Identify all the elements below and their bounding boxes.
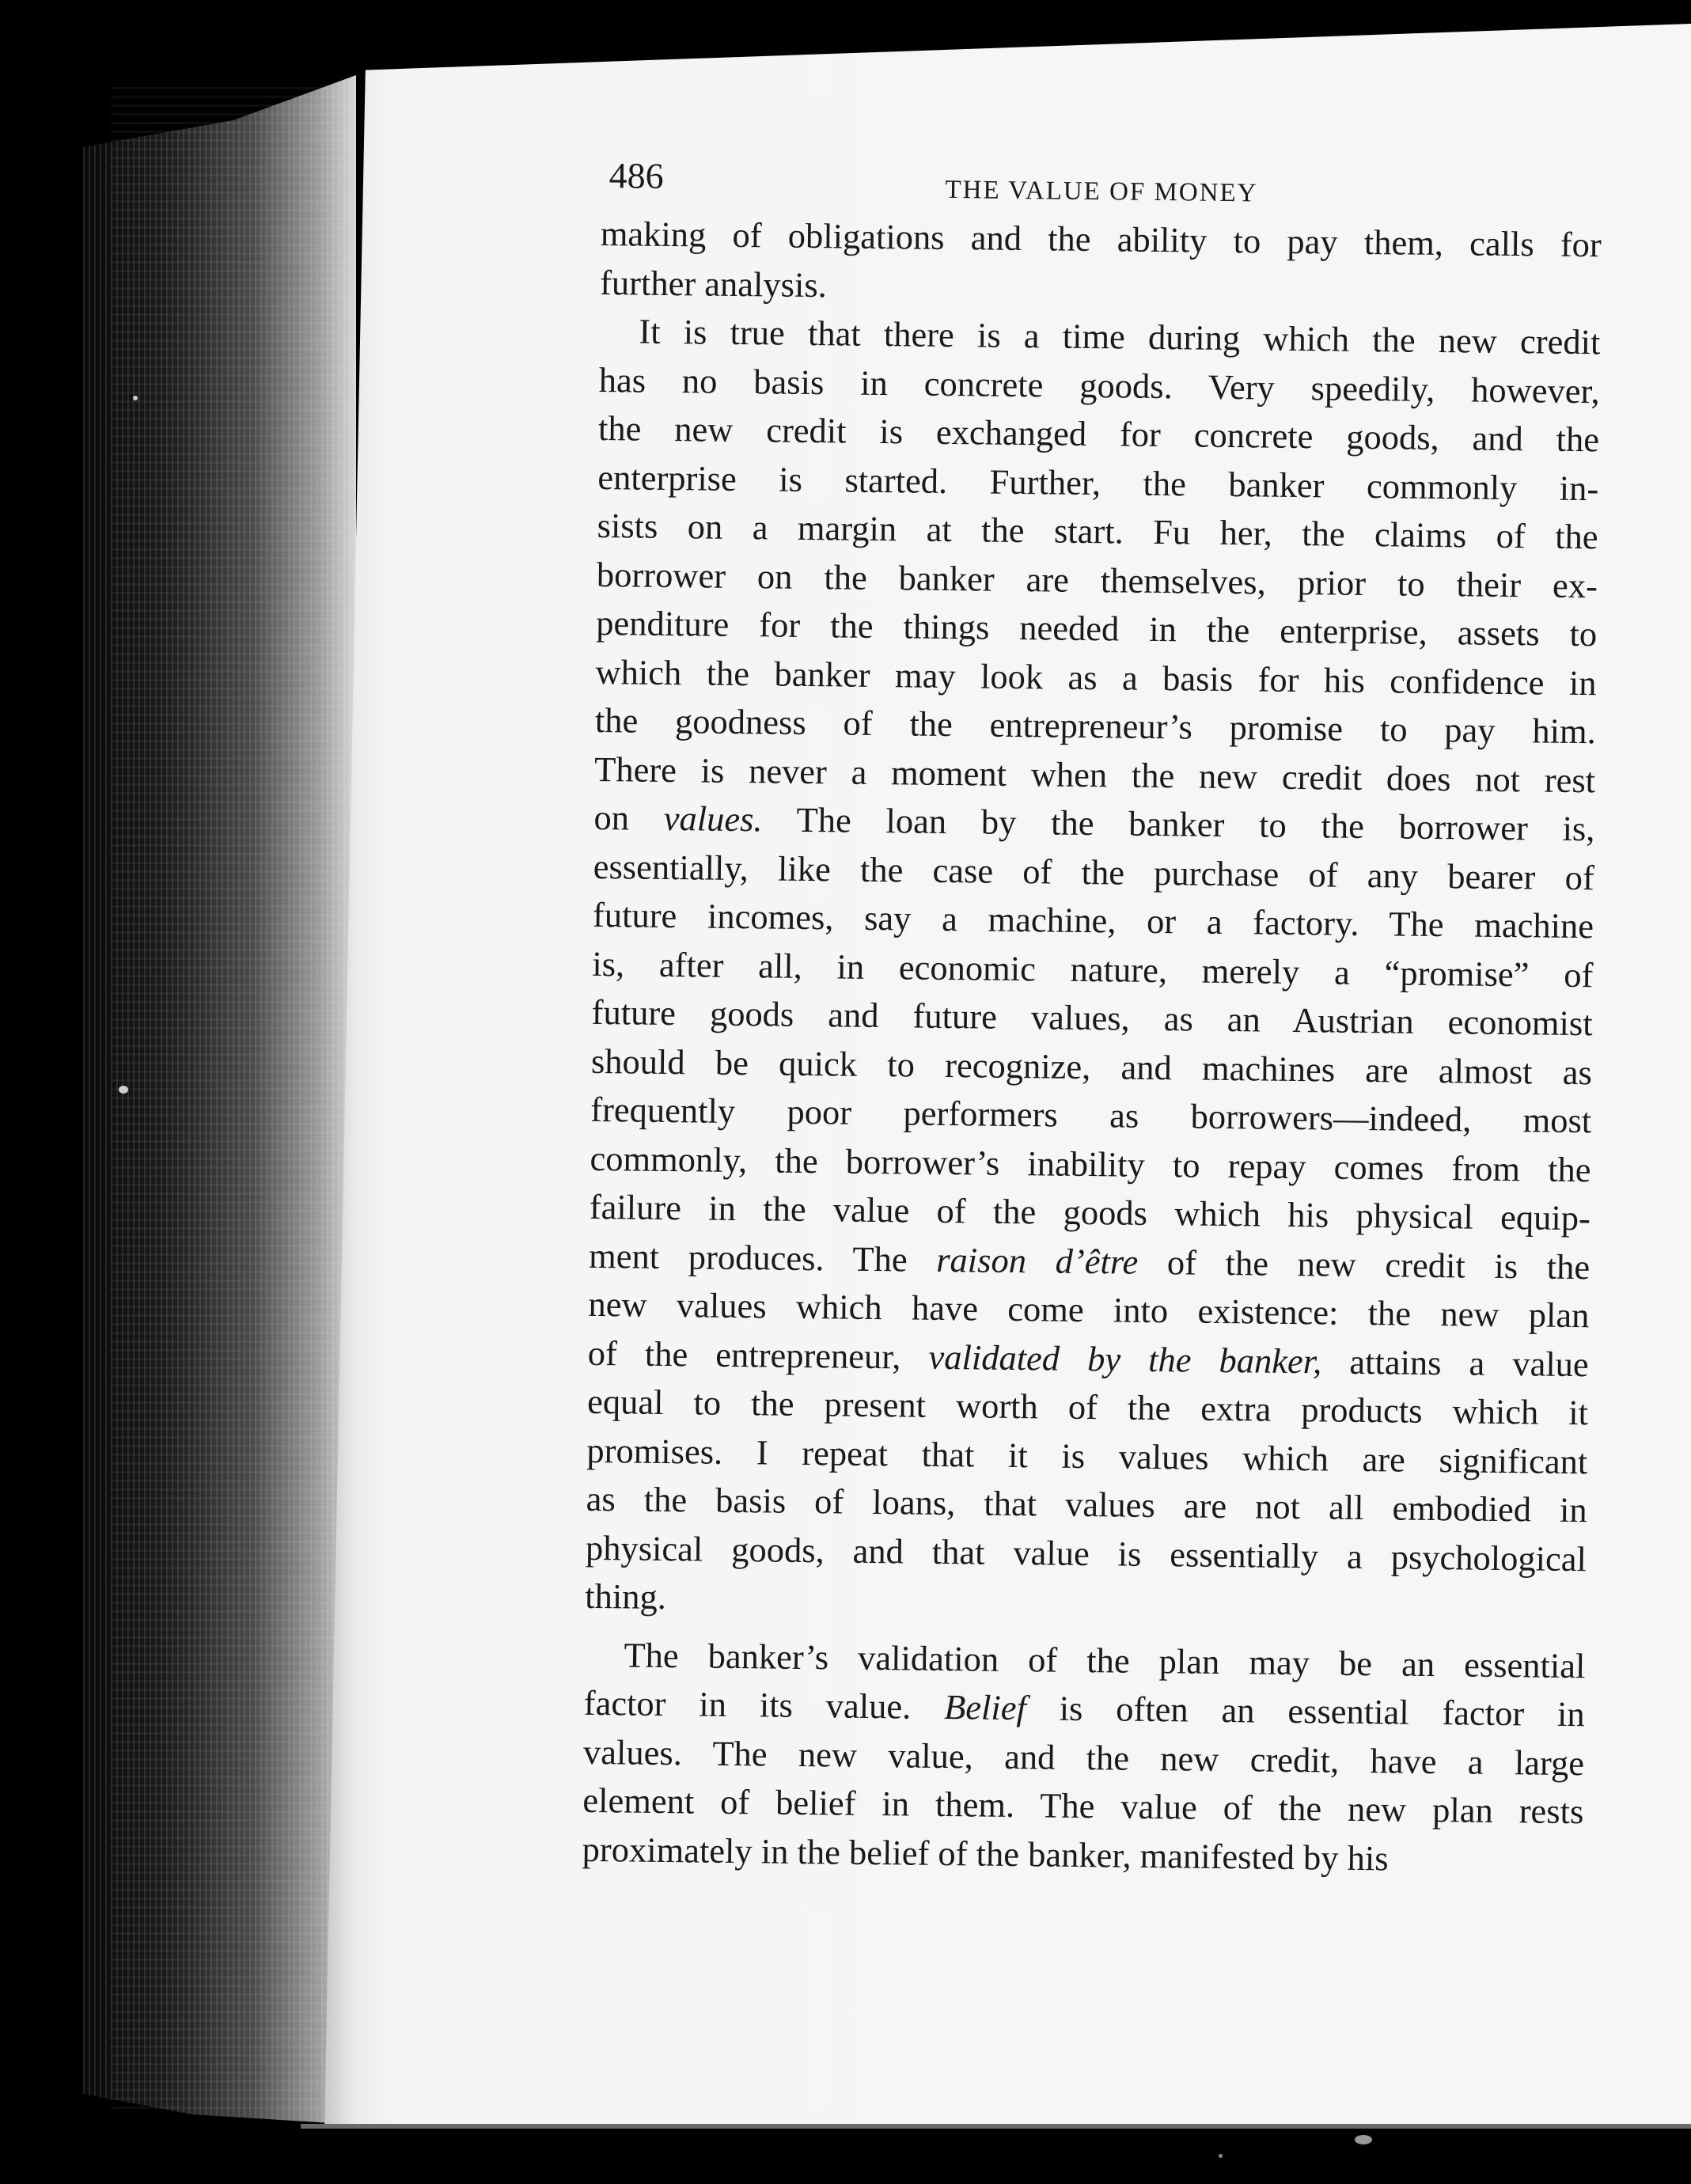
text-segment: The banker’s validation of the plan may be an essential [624, 1634, 1586, 1685]
text-block [582, 154, 1602, 1885]
text-segment: frequently poor performers as borrowers—indeed, most [590, 1089, 1592, 1141]
text-segment: borrower on the banker are themselves, prior to their ex- [596, 554, 1598, 605]
text-segment: the goodness of the entrepreneur’s promise to pay him. [594, 700, 1597, 752]
text-segment: attains a value [1321, 1340, 1590, 1384]
text-segment: on [593, 797, 665, 838]
text-segment: There is never a moment when the new credit does not rest [593, 749, 1596, 800]
text-segment: should be quick to recognize, and machines are almost as [590, 1041, 1593, 1092]
scan-speck [1219, 2154, 1223, 2158]
paragraph [582, 1630, 1585, 1885]
text-segment: penditure for the things needed in the enterprise, assets to [596, 602, 1598, 654]
text-segment: is, after all, in economic nature, merely a “promise” of [592, 943, 1594, 995]
text-segment: as the basis of loans, that values are not all embodied in [586, 1478, 1587, 1530]
text-segment: proximately in the belief of the banker, manifested by his [582, 1829, 1389, 1878]
text-segment: of the entrepreneur, [587, 1333, 929, 1377]
running-title: THE VALUE OF MONEY [945, 175, 1258, 208]
page-edges [83, 75, 356, 2125]
scan-speck [1355, 2135, 1372, 2144]
text-segment: ment produces. The [588, 1235, 937, 1280]
italic-text: validated by the banker, [928, 1337, 1322, 1381]
text-segment: element of belief in them. The value of the new plan rests [582, 1780, 1584, 1832]
text-segment: of the new credit is the [1138, 1242, 1591, 1287]
scan-speck [119, 1086, 128, 1094]
scan-speck [133, 396, 138, 400]
paragraph [600, 210, 1602, 318]
italic-text: raison d’être [936, 1239, 1139, 1282]
text-segment: new values which have come into existence: the new plan [588, 1283, 1590, 1336]
running-head [601, 154, 1602, 221]
page-bottom-edge [301, 2124, 1691, 2129]
text-segment: equal to the present worth of the extra products which it [586, 1381, 1589, 1433]
text-segment: The loan by the banker to the borrower is, [762, 799, 1595, 849]
italic-text: values. [663, 798, 763, 840]
text-segment: essentially, like the case of the purchase of any bearer of [593, 846, 1594, 897]
text-segment: the new credit is exchanged for concrete goods, and the [597, 408, 1600, 460]
text-segment: factor in its value. [583, 1682, 945, 1727]
text-segment: future incomes, say a machine, or a factory. The machine [592, 894, 1594, 946]
text-segment: sists on a margin at the start. Fu her, the claims of the [597, 505, 1598, 557]
text-segment: making of obligations and the ability to pay them, calls for [600, 213, 1602, 265]
text-segment: promises. I repeat that it is values which are significant [586, 1430, 1588, 1481]
text-segment: failure in the value of the goods which his physical equip- [589, 1186, 1591, 1238]
body-text [582, 210, 1602, 1885]
text-segment: values. The new value, and the new credit, have a large [582, 1731, 1585, 1783]
text-segment: further analysis. [599, 262, 828, 305]
text-segment: has no basis in concrete goods. Very speedily, however, [598, 359, 1600, 411]
text-segment: commonly, the borrower’s inability to repay comes from the [590, 1138, 1591, 1189]
text-segment: physical goods, and that value is essentially a psychological [585, 1527, 1587, 1579]
text-segment: thing. [585, 1575, 667, 1617]
italic-text: Belief [943, 1687, 1027, 1728]
paragraph [585, 307, 1601, 1632]
text-segment: enterprise is started. Further, the banker commonly in- [597, 457, 1599, 508]
text-segment: future goods and future values, as an Austrian economist [591, 992, 1593, 1044]
text-segment: which the banker may look as a basis for his confidence in [595, 651, 1597, 703]
text-segment: is often an essential factor in [1026, 1688, 1586, 1735]
text-segment: It is true that there is a time during which the new credit [639, 311, 1601, 362]
page-number: 486 [609, 155, 664, 196]
